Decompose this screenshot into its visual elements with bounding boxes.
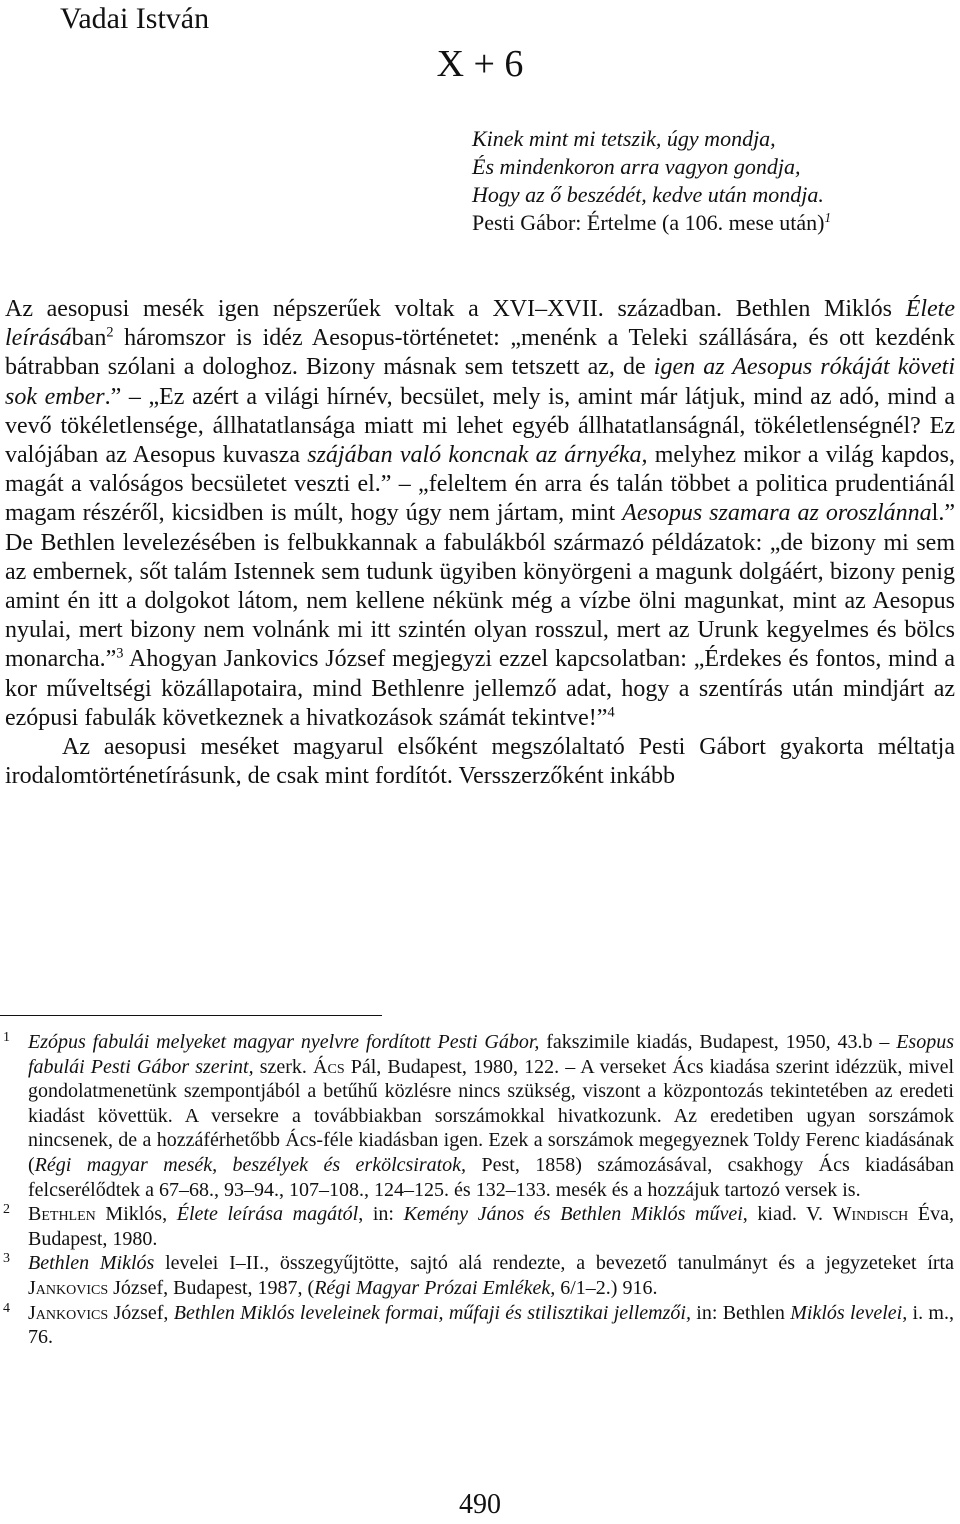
italic-run: Ezópus fabulái melyeket magyar nyelvre fordított Pesti Gábor, [28, 1031, 540, 1053]
text-run: melyhez mikor a világ kapdos, magát a valóságos becsületet veszti el.” – „feleltem én arra és talán többet a politica prudentiánál magam részéről, kicsidben is múlt, hogy úgy nem jártam, mint [5, 442, 955, 527]
text-run: , in: [358, 1203, 404, 1226]
footnote-1 [3, 1030, 954, 1202]
smallcaps-run: Jankovics [28, 1276, 109, 1299]
text-run: in: Bethlen [690, 1301, 791, 1324]
text-run: levelei I–II., összegyűjtötte, sajtó alá rendezte, a bevezető tanulmányt és a jegyzeteket írta [154, 1252, 954, 1275]
text-run: i. m., 76. [28, 1301, 954, 1349]
text-run: , kiad. V. [742, 1203, 833, 1226]
italic-run: szájában való koncnak az árnyéka, [307, 442, 648, 469]
text-run: l.” De Bethlen levelezésében is felbukkannak a fabulákból származó példázatok: „de bizony mi sem az embernek, sőt talám Istennek sem tudunk ügyiben könyörgeni a magunk dolgáért, bizony penig amint én itt a dolgokot látom, nem kellene nékünk még a vízbe ölni magunkat, mint az Aesopus nyulai, mert bizony nem volnánk mi itt szintén olyan rosszul, mert az Urunk kegyelmes és bölcs monarcha.” [5, 500, 955, 673]
footnote-3 [3, 1251, 954, 1300]
body-text [5, 295, 955, 791]
motto-source [472, 209, 831, 237]
italic-run: Élete leírásá [5, 296, 955, 352]
footnote-separator [0, 1015, 382, 1016]
text-run: Pál, Budapest, 1980, 122. – A verseket Ács kiadása szerint idézzük, mivel gondolatmenetünk szempontjából a betűhű közlésre nincs szükség, viszont a központozás tekintetében az eredeti kiadást követtük. A versekre a továbbiakban sorszámokkal hivatkozunk. Az eredetiben ugyan sorszámok nincsenek, de a hozzáférhetőbb Ács-féle kiadásban igen. Ezek a sorszámok megegyeznek Toldy Ferenc kiadásának ( [28, 1055, 954, 1176]
motto-line: Kinek mint mi tetszik, úgy mondja, [472, 126, 776, 151]
smallcaps-run: Windisch [832, 1203, 909, 1226]
text-run: háromszor is idéz Aesopus-történetet: „menénk a Teleki szállására, és ott kezdénk bátrabban szólani a dologhoz. Bizony másnak sem tetszett az, de [5, 325, 955, 381]
italic-run: Aesopus szamara az oroszlánna [622, 500, 932, 527]
text-run: .” – „Ez azért a világi hírnév, becsület, mely is, amint már látjuk, mind az adó, mind a vevő tökéletlensége, állhatatlansága miatt mi lehet egyéb állhatatlanságnál, tökéletlenségnél? Ez valójában az Aesopus kuvasza [5, 383, 955, 469]
italic-run: Régi Magyar Prózai Emlékek, [314, 1276, 556, 1299]
text-run: Ahogyan Jankovics József megjegyzi ezzel kapcsolatban: „Érdekes és fontos, mind a kor műveltségi közállapotaira, mind Bethlenre jellemző adat, hogy a szentírás után mindjárt az ezópusi fabulák következnek a hivatkozások számát tekintve!” [5, 646, 955, 731]
text-run: József, [108, 1301, 174, 1324]
italic-run: Kemény János és Bethlen Miklós művei [403, 1203, 743, 1226]
smallcaps-run: Ács [313, 1055, 345, 1078]
footnotes [3, 1030, 955, 1350]
italic-run: Miklós levelei, [790, 1301, 908, 1324]
italic-run: Esopus fabulái Pesti Gábor szerint, [28, 1031, 954, 1078]
paragraph-1 [5, 295, 955, 733]
italic-run: Régi magyar mesék, beszélyek és erkölcsiratok, [34, 1153, 467, 1176]
text-run: szerk. [253, 1055, 314, 1078]
italic-run: igen az Aesopus rókáját követi sok ember [5, 354, 956, 410]
text-run: József, Budapest, 1987, ( [108, 1276, 315, 1299]
motto [472, 125, 831, 237]
page-number: 490 [459, 1489, 501, 1520]
text-run: Pest, 1858) számozásával, csakhogy Ács kiadásában felcserélődtek a 67–68., 93–94., 107–108., 124–125. és 132–133. mesék és a hozzájuk tartozó versek is. [28, 1153, 954, 1201]
article-title: X + 6 [436, 43, 524, 85]
text-run: ban [71, 325, 107, 352]
text-run: Miklós, [95, 1203, 177, 1226]
author-name: Vadai István [60, 2, 210, 35]
italic-run: Élete leírása magától [176, 1203, 359, 1226]
paragraph-2: Az aesopusi meséket magyarul elsőként megszólaltató Pesti Gábort gyakorta méltatja irodalomtörténetírásunk, de csak mint fordítót. Versszerzőként inkább [5, 734, 955, 790]
footnote-number: 1 [3, 1030, 10, 1045]
motto-line: Hogy az ő beszédét, kedve után mondja. [472, 182, 824, 207]
italic-run: Bethlen Miklós [28, 1252, 155, 1275]
italic-run: Bethlen Miklós leveleinek formai, műfaji és stilisztikai jellemzői, [173, 1301, 691, 1324]
motto-line: És mindenkoron arra vagyon gondja, [472, 154, 801, 179]
footnote-2 [3, 1202, 955, 1251]
footnote-number: 3 [3, 1251, 10, 1267]
motto-source-text: Pesti Gábor: Értelme (a 106. mese után) [472, 210, 825, 235]
footnote-number: 2 [3, 1202, 10, 1218]
footnote-ref-3[interactable]: 3 [116, 645, 124, 662]
text-run: fakszimile kiadás, Budapest, 1950, 43.b – [539, 1031, 897, 1053]
footnote-ref-2[interactable]: 2 [106, 324, 114, 341]
text-run: 6/1–2.) 916. [555, 1276, 658, 1299]
smallcaps-run: Jankovics [28, 1301, 109, 1324]
footnote-ref-4[interactable]: 4 [607, 704, 615, 721]
text-run: Éva, Budapest, 1980. [28, 1203, 955, 1250]
footnote-4 [3, 1300, 954, 1350]
footnote-number: 4 [3, 1300, 10, 1316]
smallcaps-run: Bethlen [28, 1203, 96, 1226]
text-run: Az aesopusi mesék igen népszerűek voltak a XVI–XVII. században. Bethlen Miklós [5, 296, 906, 322]
footnote-ref-1[interactable]: 1 [824, 210, 832, 226]
